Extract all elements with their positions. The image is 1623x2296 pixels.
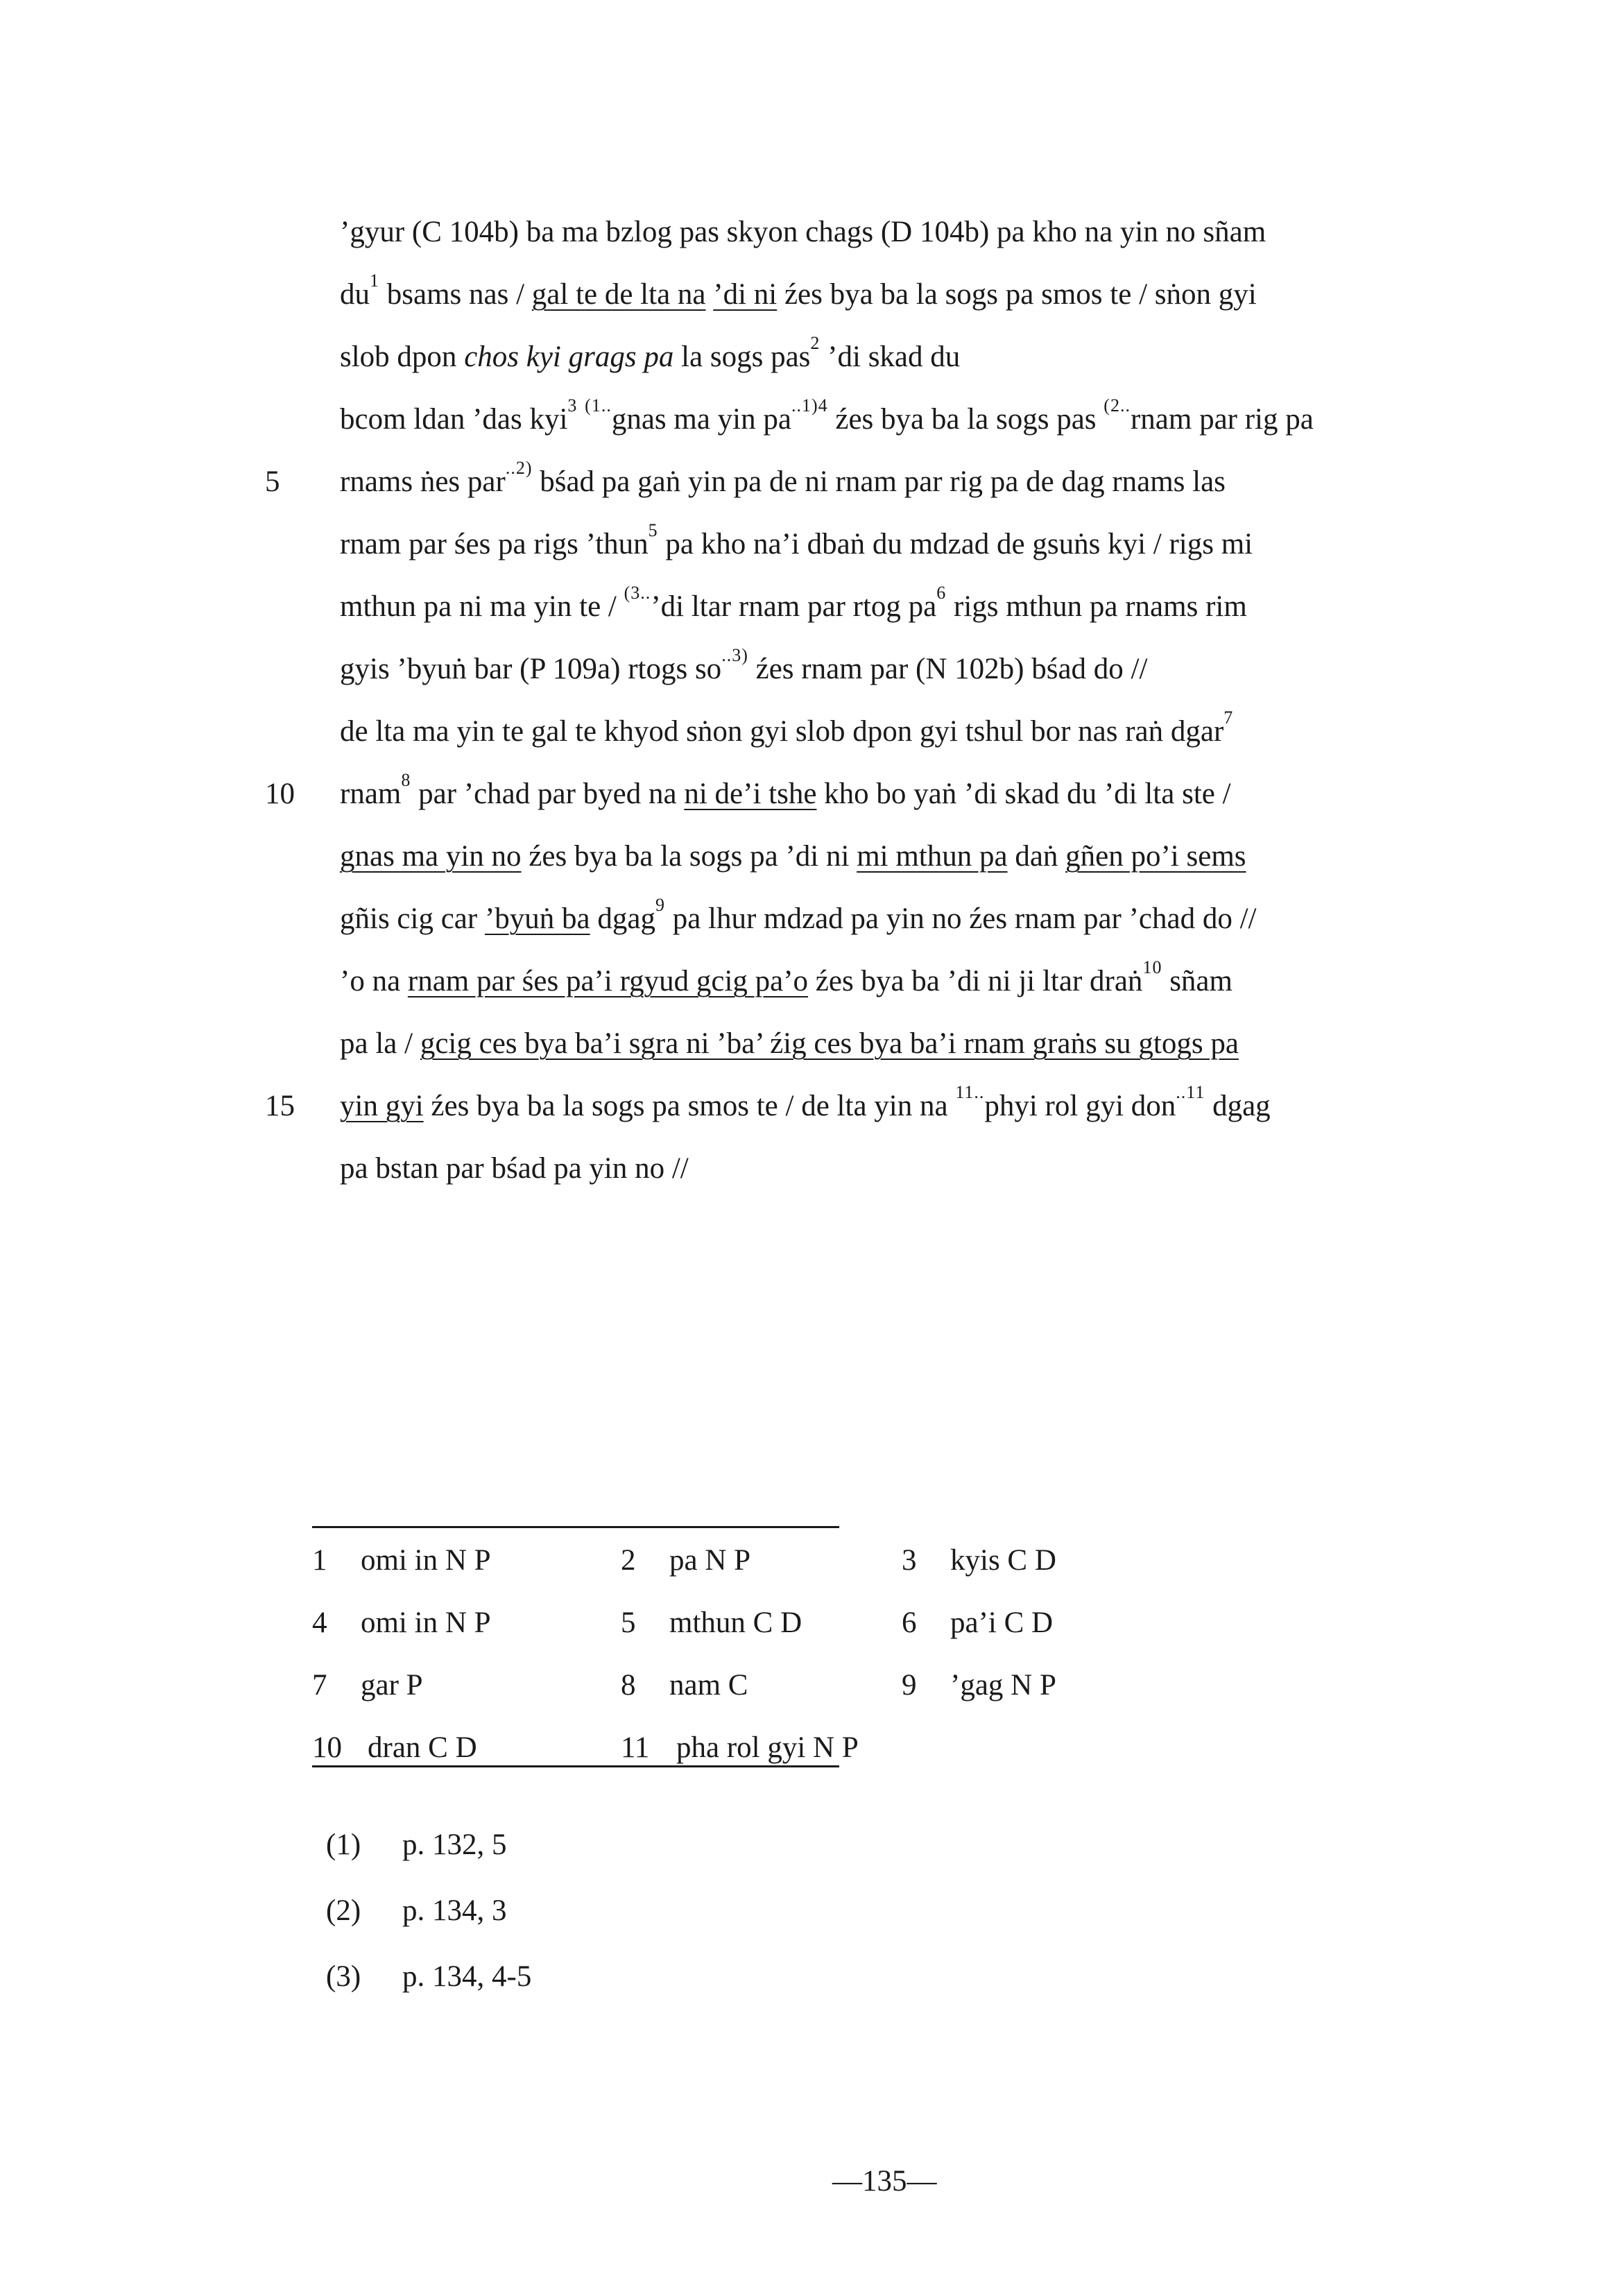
footnote-marker: (1..: [585, 395, 612, 415]
underlined-phrase: rnam par śes pa’i rgyud gcig pa’o: [407, 965, 809, 997]
text-span: bsams nas /: [379, 278, 532, 311]
page-number: —135—: [832, 2165, 937, 2198]
text-span: rnam par rig pa: [1130, 403, 1314, 436]
text-span: źes rnam par (N 102b) bśad do //: [748, 653, 1148, 685]
text-span: źes bya ba la sogs pa smos te / de lta yin na: [423, 1090, 956, 1122]
footnote-marker: 7: [1223, 708, 1234, 728]
text-line: [340, 708, 1519, 753]
footnote-marker: (3..: [624, 583, 651, 603]
text-span: dgag: [1205, 1090, 1271, 1122]
variant-number: 10: [312, 1731, 342, 1764]
text-line: [340, 645, 1519, 690]
text-span: ’di skad du: [820, 341, 961, 373]
variant-reading: [621, 1595, 912, 1651]
source-label: (2): [326, 1894, 361, 1927]
text-line: [340, 212, 1519, 253]
variant-number: 2: [621, 1544, 636, 1577]
text-span: pa la /: [340, 1027, 420, 1060]
variant-number: 5: [621, 1607, 636, 1639]
variants-top-rule: [312, 1526, 839, 1528]
text-line: [340, 395, 1519, 440]
source-page-ref: p. 134, 4-5: [402, 1960, 532, 1993]
footnote-marker: 11..: [955, 1082, 985, 1102]
footnote-marker: 1: [370, 271, 379, 291]
underlined-phrase: gñen po’i sems: [1065, 840, 1246, 873]
text-span: ’gyur (C 104b) ba ma bzlog pas skyon chags (D 104b) pa kho na yin no sñam: [340, 216, 1266, 248]
text-span: rnam par śes pa rigs ’thun: [340, 528, 649, 560]
text-span: sñam: [1162, 965, 1233, 997]
text-span: dgag: [590, 902, 655, 935]
variant-reading: [902, 1533, 1193, 1588]
text-span: pa kho na’i dbaṅ du mdzad de gsuṅs kyi / rigs mi: [658, 528, 1253, 560]
variant-text: pha rol gyi N P: [676, 1731, 859, 1764]
text-line: [340, 333, 1519, 378]
variant-reading: [902, 1595, 1193, 1651]
footnote-marker: 9: [655, 895, 665, 915]
underlined-phrase: mi mthun pa: [857, 840, 1008, 873]
variant-number: 3: [902, 1544, 917, 1577]
variant-text: gar P: [361, 1669, 423, 1702]
text-line: [340, 836, 1519, 877]
text-span: phyi rol gyi don: [984, 1090, 1176, 1122]
text-span: ’di ltar rnam par rtog pa: [651, 590, 937, 623]
text-span: pa bstan par bśad pa yin no //: [340, 1152, 689, 1185]
source-label: (1): [326, 1828, 361, 1861]
footnote-marker: 5: [648, 520, 658, 540]
text-span: źes bya ba la sogs pa smos te / sṅon gyi: [777, 278, 1257, 311]
footnote-marker: ..1)4: [791, 395, 828, 415]
footnote-marker: ..11: [1176, 1082, 1205, 1102]
footnote-marker: 10: [1142, 957, 1162, 977]
footnote-marker: ..2): [505, 458, 533, 478]
text-line: [340, 957, 1519, 1002]
text-span: źes bya ba la sogs pa ’di ni: [521, 840, 857, 873]
text-span: gyis ’byuṅ bar (P 109a) rtogs so: [340, 653, 722, 685]
variant-reading: [902, 1658, 1193, 1713]
text-line: [340, 1148, 1519, 1190]
text-span: la sogs pas: [673, 341, 811, 373]
line-number: 5: [265, 465, 280, 498]
footnote-marker: (2..: [1104, 395, 1131, 415]
text-line: [340, 583, 1519, 628]
text-span: bśad pa gaṅ yin pa de ni rnam par rig pa de dag rnams las: [532, 465, 1226, 498]
text-span: [577, 403, 585, 436]
footnote-marker: ..3): [721, 645, 748, 665]
variant-text: omi in N P: [361, 1607, 491, 1639]
source-label: (3): [326, 1960, 361, 1993]
text-line: [340, 770, 1519, 815]
text-span: du: [340, 278, 370, 311]
variant-reading: [312, 1658, 603, 1713]
variant-number: 11: [621, 1731, 650, 1764]
variant-text: pa’i C D: [950, 1607, 1054, 1639]
text-span: pa lhur mdzad pa yin no źes rnam par ’chad do //: [664, 902, 1257, 935]
text-span: [706, 278, 714, 311]
variant-number: 1: [312, 1544, 327, 1577]
variant-reading: [312, 1720, 603, 1776]
text-span: de lta ma yin te gal te khyod sṅon gyi slob dpon gyi tshul bor nas raṅ dgar: [340, 715, 1224, 748]
text-line: [340, 1082, 1519, 1127]
variant-text: pa N P: [669, 1544, 751, 1577]
source-page-ref: p. 134, 3: [402, 1894, 507, 1927]
footnote-marker: 3: [567, 395, 578, 415]
text-span: par ’chad par byed na: [411, 778, 685, 810]
text-span: źes bya ba ’di ni ji ltar draṅ: [808, 965, 1143, 997]
source-reference: [326, 1817, 507, 1873]
variant-number: 4: [312, 1607, 327, 1639]
variant-text: ’gag N P: [950, 1669, 1056, 1702]
variant-reading: [312, 1533, 603, 1588]
text-span: chos kyi grags pa: [464, 341, 674, 373]
variant-number: 7: [312, 1669, 327, 1702]
variant-reading: [621, 1658, 912, 1713]
variants-bottom-rule: [312, 1765, 839, 1767]
text-span: kho bo yaṅ ’di skad du ’di lta ste /: [816, 778, 1231, 810]
text-line: [340, 458, 1519, 503]
text-line: [340, 1023, 1519, 1065]
footnote-marker: 6: [936, 583, 947, 603]
variant-text: kyis C D: [950, 1544, 1056, 1577]
text-span: gñis cig car: [340, 902, 485, 935]
variant-text: omi in N P: [361, 1544, 491, 1577]
variant-text: mthun C D: [669, 1607, 802, 1639]
footnote-marker: 8: [401, 770, 411, 790]
line-number: 10: [265, 778, 295, 810]
text-span: gnas ma yin pa: [611, 403, 791, 436]
source-reference: [326, 1949, 531, 2005]
text-span: daṅ: [1007, 840, 1066, 873]
text-span: rnams ṅes par: [340, 465, 506, 498]
variant-text: nam C: [669, 1669, 748, 1702]
variant-number: 6: [902, 1607, 917, 1639]
text-span: bcom ldan ’das kyi: [340, 403, 568, 436]
footnote-marker: 2: [810, 333, 821, 353]
text-span: mthun pa ni ma yin te /: [340, 590, 624, 623]
variant-reading: [621, 1533, 912, 1588]
text-span: slob dpon: [340, 341, 465, 373]
variant-number: 9: [902, 1669, 917, 1702]
variant-text: dran C D: [368, 1731, 477, 1764]
underlined-phrase: gcig ces bya ba’i sgra ni ’ba’ źig ces bya ba’i rnam graṅs su gtogs pa: [420, 1027, 1239, 1060]
source-reference: [326, 1883, 507, 1939]
text-span: rigs mthun pa rnams rim: [946, 590, 1247, 623]
text-line: [340, 895, 1519, 940]
underlined-phrase: ni de’i tshe: [684, 778, 817, 810]
text-line: [340, 271, 1519, 316]
underlined-phrase: gnas ma yin no: [340, 840, 522, 873]
variant-number: 8: [621, 1669, 636, 1702]
underlined-phrase: ’di ni: [713, 278, 778, 311]
underlined-phrase: ’byuṅ ba: [484, 902, 590, 935]
text-line: [340, 520, 1519, 565]
line-number: 15: [265, 1090, 295, 1122]
variant-reading: [312, 1595, 603, 1651]
text-span: źes bya ba la sogs pas: [827, 403, 1104, 436]
text-span: rnam: [340, 778, 402, 810]
text-span: ’o na: [340, 965, 408, 997]
underlined-phrase: yin gyi: [340, 1090, 424, 1122]
variant-reading: [621, 1720, 912, 1776]
source-page-ref: p. 132, 5: [402, 1828, 507, 1861]
underlined-phrase: gal te de lta na: [531, 278, 706, 311]
